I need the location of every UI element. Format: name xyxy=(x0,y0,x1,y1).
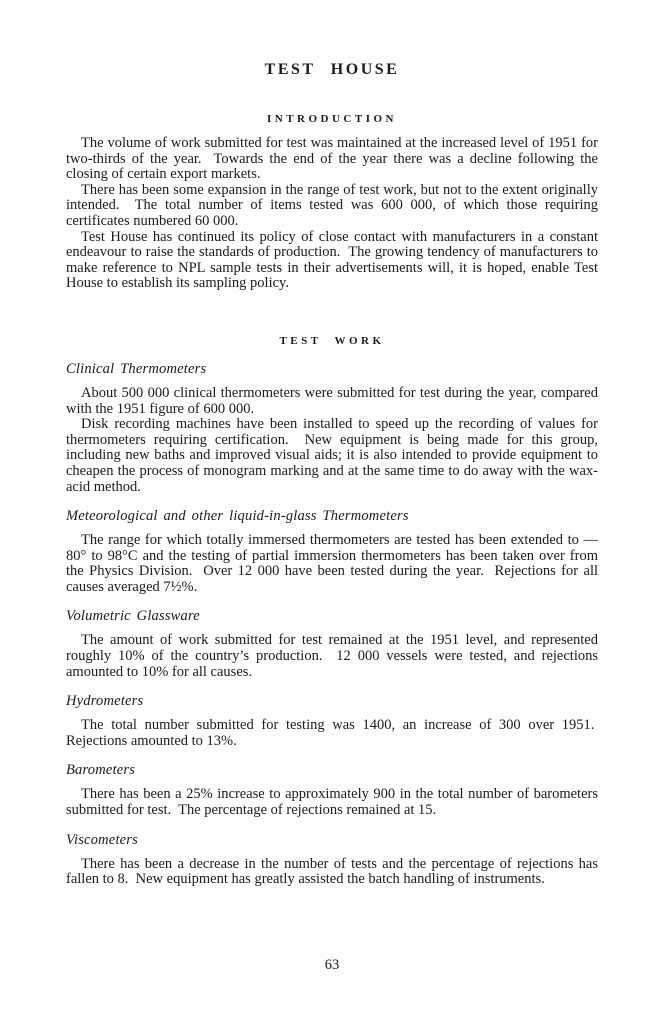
subsection-hydrometers xyxy=(66,693,598,749)
section-heading-test-work: TEST WORK xyxy=(279,334,385,347)
paragraph: The range for which totally immersed thermometers are tested has been extended to —80° to 98°C and the testing of partial immersion thermometers has been taken over from the Physics Division. Over 12 000 have been tested during the year. Rejections for all causes averaged 7½%. xyxy=(66,532,598,595)
paragraph: Disk recording machines have been installed to speed up the recording of values for thermometers requiring certification. New equipment is being made for this group, including new baths and improved visual aids; it is also intended to provide equipment to cheapen the process of monogram marking and at the same time to do away with the wax-acid method. xyxy=(66,416,598,495)
section-heading-introduction: INTRODUCTION xyxy=(266,113,397,125)
subsection-viscometers xyxy=(66,832,598,888)
paragraph: There has been some expansion in the range of test work, but not to the extent originally intended. The total number of items tested was 600 000, of which those requiring certificates numbered 60 000. xyxy=(66,181,598,229)
page-number: 63 xyxy=(324,957,340,973)
paragraph: The total number submitted for testing was 1400, an increase of 300 over 1951. Rejections amounted to 13%. xyxy=(66,717,598,749)
paragraph: Test House has continued its policy of close contact with manufacturers in a constant endeavour to raise the standards of production. The growing tendency of manufacturers to make reference to NPL sample tests in their advertisements will, it is hoped, enable Test House to establish its sampling policy. xyxy=(66,228,598,292)
paragraph: There has been a 25% increase to approximately 900 in the total number of barometers submitted for test. The percentage of rejections remained at 15. xyxy=(66,786,598,819)
subsection-meteorological-thermometers xyxy=(66,508,598,595)
subsection-volumetric-glassware xyxy=(66,608,598,680)
introduction-section xyxy=(66,136,598,292)
subsection-heading-viscometers: Viscometers xyxy=(66,831,138,848)
subsection-clinical-thermometers xyxy=(66,361,598,495)
paragraph: The amount of work submitted for test remained at the 1951 level, and represented roughly 10% of the country’s production. 12 000 vessels were tested, and rejections amounted to 10% for all causes. xyxy=(66,632,598,680)
subsection-heading-volumetric-glassware: Volumetric Glassware xyxy=(66,608,200,625)
subsection-heading-barometers: Barometers xyxy=(66,762,136,779)
subsection-heading-hydrometers: Hydrometers xyxy=(66,693,144,710)
paragraph: There has been a decrease in the number of tests and the percentage of rejections has fallen to 8. New equipment has greatly assisted the batch handling of instruments. xyxy=(66,855,598,888)
subsection-heading-clinical-thermometers: Clinical Thermometers xyxy=(66,360,207,377)
paragraph: About 500 000 clinical thermometers were submitted for test during the year, compared with the 1951 figure of 600 000. xyxy=(66,384,598,417)
subsection-heading-meteorological-thermometers: Meteorological and other liquid-in-glass Thermometers xyxy=(66,508,409,525)
paragraph: The volume of work submitted for test was maintained at the increased level of 1951 for two-thirds of the year. Towards the end of the year there was a decline following the closing of certain export markets. xyxy=(66,135,598,183)
page-title: TEST HOUSE xyxy=(264,61,400,78)
subsection-barometers xyxy=(66,762,598,818)
